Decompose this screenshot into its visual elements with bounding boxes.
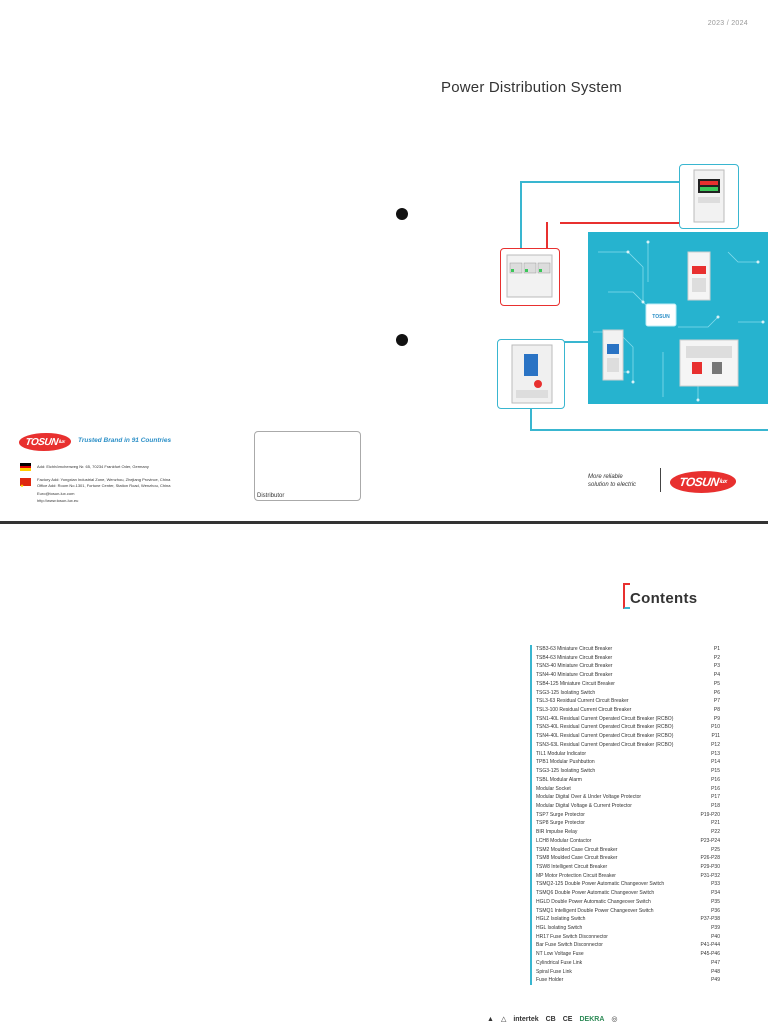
- panel-badge: TOSUN: [652, 314, 670, 320]
- germany-flag-icon: [20, 463, 31, 471]
- toc-row[interactable]: [536, 715, 722, 724]
- toc-row[interactable]: [536, 706, 722, 715]
- connector-line-red: [560, 222, 681, 224]
- cover-title: Power Distribution System: [441, 79, 622, 96]
- brand-logo-oval: TOSUN lux: [668, 471, 737, 493]
- toc-item-name: TSN3-40L Residual Current Operated Circuit Breaker (RCBO): [536, 724, 674, 731]
- toc-item-name: TSN3-63L Residual Current Operated Circuit Breaker (RCBO): [536, 741, 674, 748]
- toc-item-page: P34: [711, 890, 720, 897]
- toc-item-name: Fuse Holder: [536, 977, 564, 984]
- toc-item-page: P6: [713, 689, 720, 696]
- toc-row[interactable]: [536, 697, 722, 706]
- toc-item-name: LCH8 Modular Contactor: [536, 837, 592, 844]
- toc-row[interactable]: [536, 662, 722, 671]
- slogan: [588, 473, 636, 489]
- toc-item-name: TSMQ2-125 Double Power Automatic Changeover Switch: [536, 881, 665, 888]
- toc-item-name: Modular Digital Over & Under Voltage Protector: [536, 794, 642, 801]
- toc-item-name: TPB1 Modular Pushbutton: [536, 759, 595, 766]
- slogan-divider: [660, 468, 661, 492]
- toc-item-name: TSM2 Moulded Case Circuit Breaker: [536, 846, 618, 853]
- product-card-surge-protector: [500, 248, 560, 306]
- toc-item-page: P47: [711, 959, 720, 966]
- toc-item-name: TSW8 Intelligent Circuit Breaker: [536, 863, 608, 870]
- toc-row[interactable]: [536, 819, 722, 828]
- toc-row[interactable]: [536, 723, 722, 732]
- bullet-dot: [396, 208, 408, 220]
- toc-item-name: TSMQ6 Double Power Automatic Changeover Switch: [536, 890, 655, 897]
- toc-item-page: P21: [711, 820, 720, 827]
- mccb-graphic: [498, 340, 563, 407]
- cert-cb: CB: [545, 1015, 556, 1023]
- toc-item-name: TSL3-63 Residual Current Circuit Breaker: [536, 698, 629, 705]
- toc-item-page: P1: [713, 646, 720, 652]
- toc-row[interactable]: [536, 654, 722, 663]
- toc-item-page: P33: [711, 881, 720, 888]
- surge-protector-graphic: [501, 249, 558, 304]
- toc-row[interactable]: [536, 671, 722, 680]
- china-flag-icon: [20, 478, 31, 486]
- slogan-line-1: More reliable: [588, 474, 623, 480]
- seal-icon: ◎: [611, 1016, 618, 1023]
- toc-row[interactable]: [536, 863, 722, 872]
- toc-item-page: P36: [711, 907, 720, 914]
- brand-logo-footer: [670, 471, 736, 493]
- triangle-outline-icon: △: [500, 1016, 507, 1023]
- toc-item-page: P23-P24: [700, 837, 720, 844]
- factory-address: Factory Add: Yongxian Industrial Zone, Wenzhou, Zhejiang Province, China: [37, 477, 171, 482]
- toc-item-page: P22: [711, 829, 720, 836]
- toc-row[interactable]: [536, 689, 722, 698]
- cert-dekra: DEKRA: [579, 1015, 605, 1023]
- toc-item-page: P12: [711, 741, 720, 748]
- toc-row[interactable]: [536, 680, 722, 689]
- toc-row[interactable]: [536, 776, 722, 785]
- bullet-dot: [396, 334, 408, 346]
- toc-row[interactable]: [536, 828, 722, 837]
- toc-row[interactable]: [536, 645, 722, 654]
- slogan-line-2: solution to electric: [588, 482, 637, 488]
- toc-item-page: P14: [711, 759, 720, 766]
- toc-item-name: Bar Fuse Switch Disconnector: [536, 942, 603, 949]
- toc-item-name: Spiral Fuse Link: [536, 968, 572, 975]
- toc-row[interactable]: [536, 898, 722, 907]
- connector-line: [530, 429, 768, 431]
- toc-item-name: TSMQ1 Intelligent Double Power Changeover Switch: [536, 907, 654, 914]
- connector-line: [520, 181, 680, 183]
- toc-item-name: Modular Socket: [536, 785, 571, 792]
- toc-row[interactable]: [536, 950, 722, 959]
- toc-row[interactable]: [536, 941, 722, 950]
- toc-item-page: P15: [711, 768, 720, 775]
- toc-item-page: P10: [711, 724, 720, 731]
- voltage-protector-graphic: [680, 165, 737, 227]
- toc-item-page: P19-P20: [700, 811, 720, 818]
- toc-row[interactable]: [536, 802, 722, 811]
- circuit-panel: [588, 232, 768, 404]
- toc-item-page: P17: [711, 794, 720, 801]
- toc-row[interactable]: [536, 880, 722, 889]
- toc-row[interactable]: [536, 968, 722, 977]
- toc-item-page: P41-P44: [700, 942, 720, 949]
- circuit-lines-graphic: [588, 232, 768, 404]
- cert-intertek: intertek: [513, 1015, 539, 1023]
- contact-website[interactable]: http://www.tosun-lux.eu: [37, 498, 79, 503]
- cert-ce: CE: [562, 1015, 573, 1023]
- brand-logo: [19, 433, 71, 451]
- product-card-voltage-protector: [679, 164, 739, 229]
- toc-item-name: HGLZ Isolating Switch: [536, 916, 586, 923]
- toc-item-page: P8: [713, 707, 720, 714]
- toc-row[interactable]: [536, 758, 722, 767]
- toc-item-name: TSB3-63 Miniature Circuit Breaker: [536, 646, 613, 652]
- toc-item-name: TSL3-100 Residual Current Circuit Breaker: [536, 707, 632, 714]
- toc-item-name: TSP7 Surge Protector: [536, 811, 585, 818]
- toc-item-name: HR17 Fuse Switch Disconnector: [536, 933, 608, 940]
- toc-row[interactable]: [536, 976, 722, 985]
- toc-row[interactable]: [536, 907, 722, 916]
- contents-page: [0, 524, 768, 1024]
- toc-item-page: P18: [711, 802, 720, 809]
- toc-item-name: NT Low Voltage Fuse: [536, 951, 584, 958]
- toc-item-page: P3: [713, 663, 720, 670]
- toc-row[interactable]: [536, 959, 722, 968]
- toc-item-name: TSP8 Surge Protector: [536, 820, 585, 827]
- toc-row[interactable]: [536, 837, 722, 846]
- year-label: 2023 / 2024: [707, 20, 748, 27]
- toc-item-name: TSB4-63 Miniature Circuit Breaker: [536, 654, 613, 661]
- toc-item-name: TSN1-40L Residual Current Operated Circuit Breaker (RCBO): [536, 715, 674, 722]
- certification-marks: [487, 1014, 617, 1024]
- toc-item-name: TSN4-40 Miniature Circuit Breaker: [536, 672, 613, 679]
- toc-row[interactable]: [536, 767, 722, 776]
- toc-row[interactable]: [536, 785, 722, 794]
- toc-item-page: P16: [711, 785, 720, 792]
- distributor-label: Distributor: [257, 493, 285, 499]
- contents-title-bracket: [623, 583, 630, 609]
- toc-row[interactable]: [536, 846, 722, 855]
- warning-triangle-icon: ▲: [487, 1015, 494, 1023]
- toc-item-page: P40: [711, 933, 720, 940]
- toc-item-name: TSN4-40L Residual Current Operated Circuit Breaker (RCBO): [536, 733, 674, 740]
- toc-item-name: Modular Digital Voltage & Current Protector: [536, 802, 632, 809]
- toc-row[interactable]: [536, 741, 722, 750]
- distributor-box: [254, 431, 361, 501]
- toc-item-page: P5: [713, 680, 720, 687]
- toc-item-page: P16: [711, 776, 720, 783]
- toc-item-page: P11: [711, 733, 720, 740]
- toc-row[interactable]: [536, 915, 722, 924]
- toc-row[interactable]: [536, 793, 722, 802]
- toc-item-page: P13: [711, 750, 720, 757]
- toc-item-name: TIL1 Modular Indicator: [536, 750, 587, 757]
- toc-item-name: Cylindrical Fuse Link: [536, 959, 583, 966]
- toc-row[interactable]: [536, 811, 722, 820]
- contact-email[interactable]: Euro@tosun-lux.com: [37, 491, 75, 496]
- toc-row[interactable]: [536, 732, 722, 741]
- toc-row[interactable]: [536, 872, 722, 881]
- connector-line-red: [546, 222, 548, 250]
- toc-item-name: TSBL Modular Alarm: [536, 776, 582, 783]
- toc-item-page: P39: [711, 925, 720, 931]
- toc-item-page: P29-P30: [700, 863, 720, 870]
- brand-logo-oval: TOSUN lux: [18, 433, 73, 451]
- toc-row[interactable]: [536, 889, 722, 898]
- toc-item-page: P7: [713, 698, 720, 705]
- toc-item-name: TSG3-125 Isolating Switch: [536, 689, 596, 696]
- toc-item-name: MP Motor Protection Circuit Breaker: [536, 872, 616, 879]
- product-card-mccb: [497, 339, 565, 409]
- toc-item-name: TSM8 Moulded Case Circuit Breaker: [536, 855, 618, 862]
- germany-address: Add: Eichhörnchenweg Nr. 65, 70234 Frankfurt Oder, Germany: [37, 464, 149, 469]
- toc-row[interactable]: [536, 854, 722, 863]
- connector-line: [520, 181, 522, 251]
- toc-row[interactable]: [536, 750, 722, 759]
- toc-item-page: P45-P46: [700, 951, 720, 958]
- toc-item-page: P26-P28: [700, 855, 720, 862]
- toc-item-page: P37-P38: [700, 916, 720, 923]
- toc-item-name: TSG3-125 Isolating Switch: [536, 768, 596, 775]
- toc-item-name: TSN3-40 Miniature Circuit Breaker: [536, 663, 613, 670]
- brand-tagline: Trusted Brand in 91 Countries: [78, 437, 172, 444]
- toc-item-name: TSB4-125 Miniature Circuit Breaker: [536, 680, 615, 687]
- contents-title: Contents: [630, 590, 698, 607]
- toc-item-page: P48: [711, 968, 720, 975]
- toc-item-page: P25: [711, 846, 720, 853]
- toc-item-page: P2: [713, 654, 720, 661]
- toc-item-page: P31-P32: [700, 872, 720, 879]
- toc-item-page: P35: [711, 898, 720, 905]
- toc-row[interactable]: [536, 924, 722, 933]
- toc-item-name: HGLD Double Power Automatic Changeover Switch: [536, 898, 651, 905]
- toc-item-page: P4: [713, 672, 720, 679]
- toc-row[interactable]: [536, 933, 722, 942]
- toc-item-page: P49: [711, 977, 720, 984]
- office-address: Office Add: Room No.1301, Fortune Center, Station Road, Wenzhou, China: [37, 483, 171, 488]
- toc-item-name: BIR Impulse Relay: [536, 829, 578, 836]
- toc-item-page: P9: [713, 715, 720, 722]
- table-of-contents: [530, 645, 722, 985]
- toc-item-name: HGL Isolating Switch: [536, 925, 583, 931]
